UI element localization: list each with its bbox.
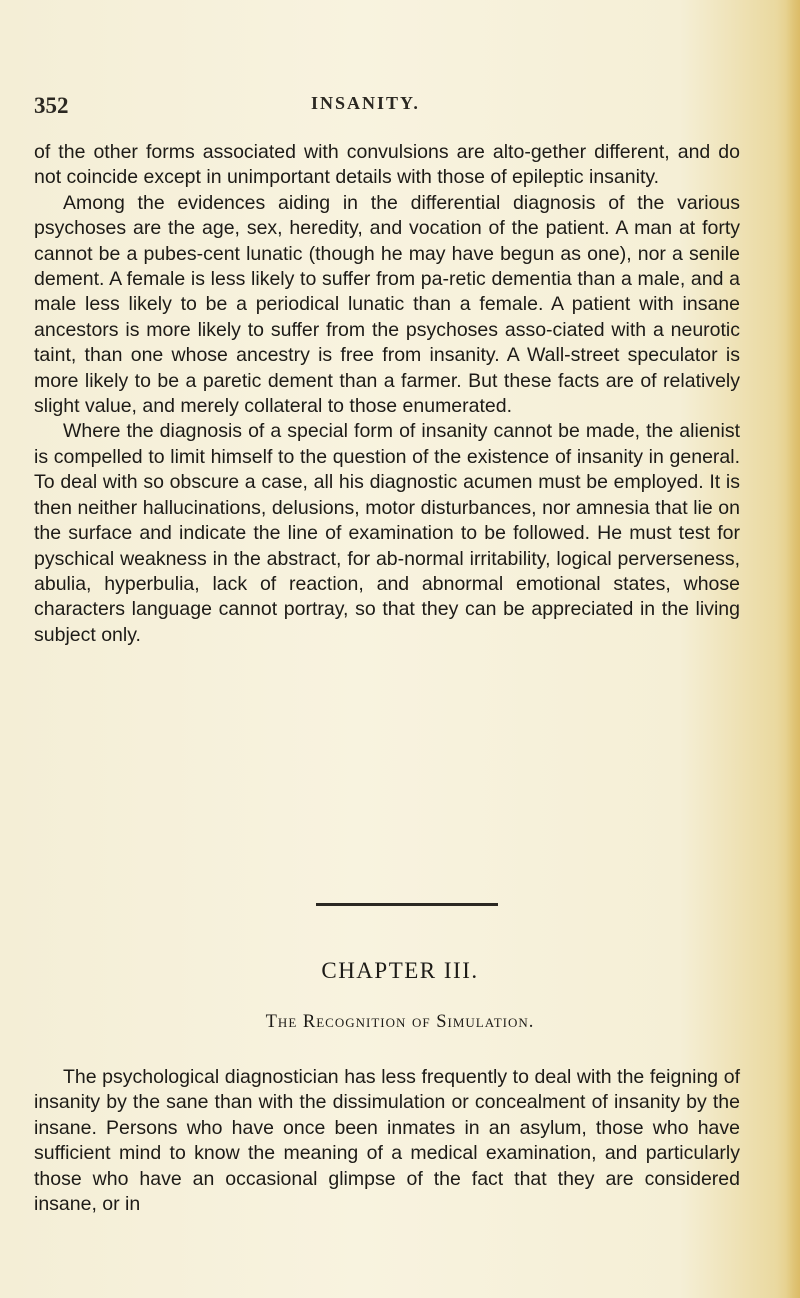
paragraph-continued: of the other forms associated with convulsions are alto-gether different, and do not coincide except in unimportant details with those of epileptic insanity. <box>34 141 740 189</box>
body-text-top <box>34 140 740 648</box>
paragraph: Where the diagnosis of a special form of insanity cannot be made, the alienist is compelled to limit himself to the question of the existence of insanity in general. To deal with so obscure a case, all his diagnostic acumen must be employed. It is then neither hallucinations, delusions, motor disturbances, nor amnesia that lie on the surface and indicate the line of examination to be followed. He must test for pyschical weakness in the abstract, for ab-normal irritability, logical perverseness, abulia, hyperbulia, lack of reaction, and abnormal emotional states, whose characters language cannot portray, so that they can be appreciated in the living subject only. <box>34 420 740 646</box>
paragraph: Among the evidences aiding in the differential diagnosis of the various psychoses are the age, sex, heredity, and vocation of the patient. A man at forty cannot be a pubes-cent lunatic (though he may have begun as one), nor a senile dement. A female is less likely to suffer from pa-retic dementia than a male, and a male less likely to be a periodical lunatic than a female. A patient with insane ancestors is more likely to suffer from the psychoses asso-ciated with a neurotic taint, than one whose ancestry is free from insanity. A Wall-street speculator is more likely to be a paretic dement than a farmer. But these facts are of relatively slight value, and merely collateral to those enumerated. <box>34 191 740 418</box>
running-title: INSANITY. <box>311 93 420 113</box>
page-edge-shadow <box>786 0 800 1298</box>
body-text-bottom <box>34 1065 740 1217</box>
page-number: 352 <box>34 93 69 118</box>
chapter-title: CHAPTER III. <box>321 958 479 983</box>
chapter-subtitle: The Recognition of Simulation. <box>265 1012 535 1032</box>
section-divider-rule <box>316 903 498 906</box>
paragraph: The psychological diagnostician has less frequently to deal with the feigning of insanity by the sane than with the dissimulation or concealment of insanity by the insane. Persons who have once been inmates in an asylum, those who have sufficient mind to know the meaning of a medical examination, and particularly those who have an occasional glimpse of the fact that they are considered insane, or in <box>34 1066 740 1216</box>
running-head <box>0 93 800 123</box>
